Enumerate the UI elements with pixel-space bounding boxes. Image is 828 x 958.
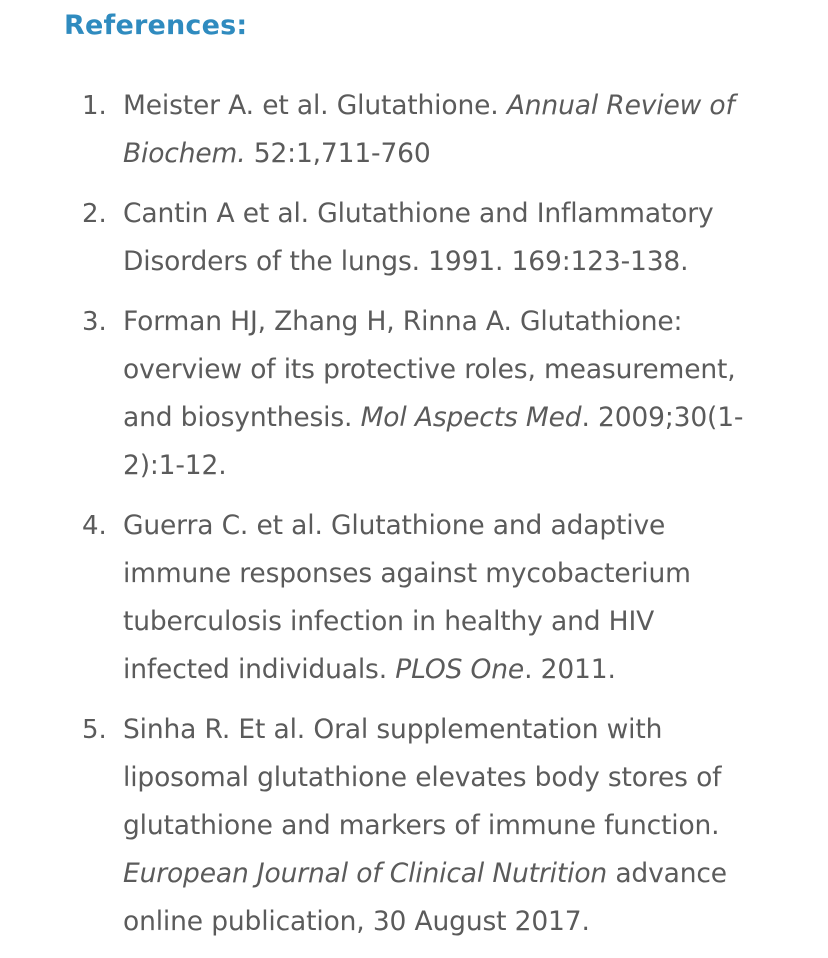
reference-citation: Cantin A et al. Glutathione and Inflammatory Disorders of the lungs. 1991. 169:123-138. — [123, 198, 714, 277]
reference-journal: European Journal of Clinical Nutrition — [123, 858, 608, 889]
reference-text — [123, 82, 758, 178]
reference-text — [123, 190, 758, 286]
reference-text — [123, 706, 758, 946]
reference-citation: Sinha R. Et al. Oral supplementation with liposomal glutathione elevates body stores of glutathione and markers of immune function. — [123, 714, 722, 841]
reference-list — [0, 82, 828, 958]
reference-item-1 — [0, 82, 828, 178]
reference-number: 1. — [82, 91, 107, 121]
references-heading: References: — [64, 10, 248, 41]
reference-details: 52:1,711-760 — [245, 138, 431, 169]
reference-details: . 2011. — [524, 654, 616, 685]
reference-item-3 — [0, 298, 828, 490]
reference-details: . 2009;30(1-2):1-12. — [123, 402, 744, 481]
reference-citation: Meister A. et al. Glutathione. — [123, 90, 507, 121]
reference-number: 3. — [82, 307, 107, 337]
reference-text — [123, 502, 758, 694]
reference-text — [123, 298, 758, 490]
reference-journal: Mol Aspects Med — [360, 402, 582, 433]
reference-details: advance online publication, 30 August 2017. — [123, 858, 727, 937]
reference-journal: Annual Review of Biochem. — [123, 90, 735, 169]
reference-citation: Forman HJ, Zhang H, Rinna A. Glutathione: overview of its protective roles, measurement, and biosynthesis. — [123, 306, 736, 433]
reference-number: 5. — [82, 715, 107, 745]
reference-item-2 — [0, 190, 828, 286]
reference-number: 2. — [82, 199, 107, 229]
reference-journal: PLOS One — [395, 654, 525, 685]
reference-item-5 — [0, 706, 828, 946]
reference-item-4 — [0, 502, 828, 694]
reference-number: 4. — [82, 511, 107, 541]
reference-citation: Guerra C. et al. Glutathione and adaptive immune responses against mycobacterium tuberculosis infection in healthy and HIV infected individuals. — [123, 510, 691, 685]
